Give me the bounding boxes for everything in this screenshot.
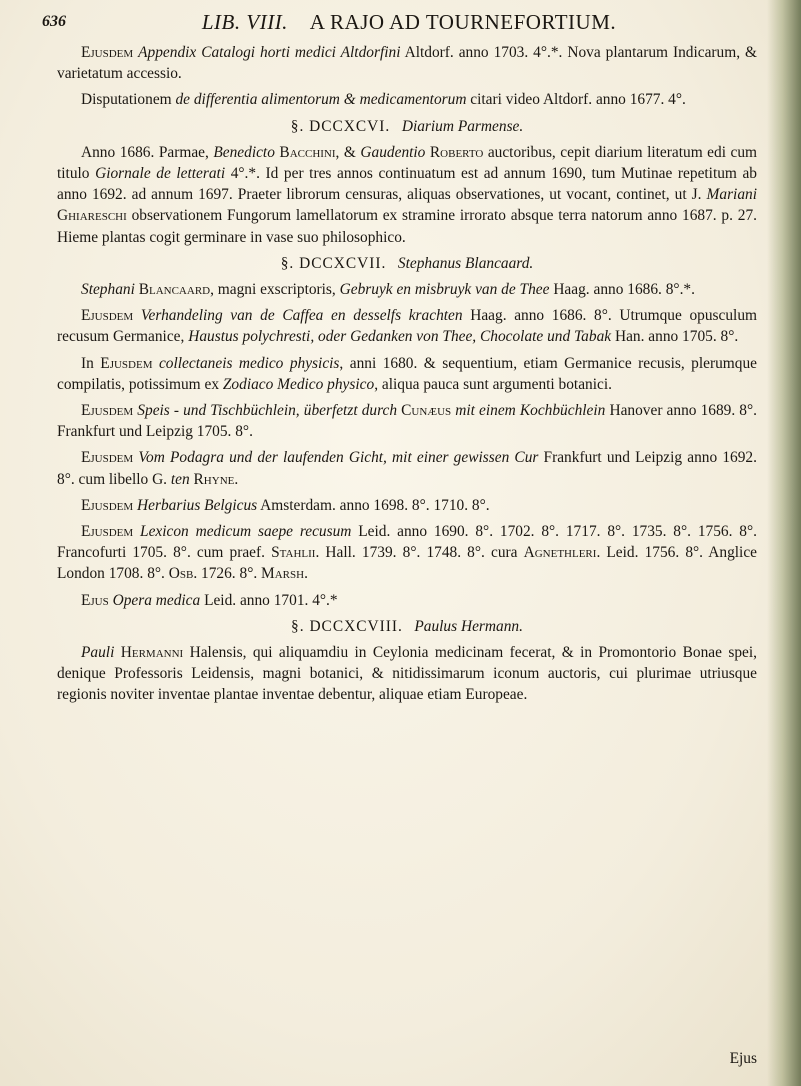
section-title: Paulus Hermann. — [414, 617, 523, 635]
entry-text: Vom Podagra und der laufenden Gicht, mit einer gewissen Cur — [138, 449, 539, 467]
entry-text: Opera medica — [112, 591, 201, 609]
entry-text: Stahlii — [271, 544, 316, 562]
entry-text: Ejusdem — [81, 402, 138, 420]
section-heading — [57, 253, 757, 274]
entry-text: Gaudentio — [360, 143, 426, 161]
entry-text: citari video Altdorf. anno 1677. 4°. — [466, 91, 686, 109]
entry-text: , & — [335, 143, 361, 161]
entry-text: Cunæus — [397, 402, 452, 420]
entry-text: 4°.*. Id per tres annos continuatum est ad annum 1690, tum Mutinae repetitum ab anno 1692. ad annum 1697. Praeter librorum censuras, aliquas observationes, ut vocant, continet, ut J. — [57, 165, 758, 204]
section-heading — [57, 616, 757, 637]
entry-text: Ejusdem — [81, 44, 139, 61]
entry-text: Bacchini — [274, 143, 336, 161]
entry-text: Ghiareschi — [57, 207, 127, 225]
book-number: LIB. VIII. — [201, 10, 288, 34]
entry-text: . — [234, 470, 239, 488]
entry-text: Osb — [168, 565, 194, 583]
entry-text: Leid. anno 1701. 4°.* — [200, 591, 338, 609]
entry-text: . — [304, 565, 308, 583]
bibliographic-entry — [57, 642, 757, 706]
entry-text: Appendix Catalogi horti medici Altdorfini — [138, 44, 401, 61]
entry-text: Zodiaco Medico physico — [222, 375, 375, 393]
entry-text: Frankfurt und Leipzig anno 1692. 8°. cum libello G. — [57, 449, 757, 488]
entry-text: Ejusdem — [81, 307, 141, 325]
entry-text: Roberto — [425, 143, 484, 161]
bibliographic-entry — [57, 400, 757, 442]
entry-text: Blancaard — [134, 281, 211, 299]
bibliographic-entry — [57, 89, 757, 110]
page-number: 636 — [42, 13, 66, 30]
entry-text: Ejusdem — [81, 523, 141, 541]
entry-text: Speis - und Tischbüchlein, überfetzt durch — [137, 402, 398, 420]
text-body — [57, 42, 757, 711]
entry-text: Lexicon medicum saepe recusum — [140, 523, 352, 541]
entry-text: Haag. anno 1686. 8°. Utrumque opusculum recusum Germanice, — [57, 307, 757, 346]
entry-text: Han. anno 1705. 8°. — [611, 328, 739, 346]
entry-text: Rhyne — [189, 470, 235, 488]
entry-text: ten — [170, 470, 190, 488]
running-title — [64, 10, 754, 35]
entry-text: Haag. anno 1686. 8°.*. — [549, 281, 695, 299]
work-title: A RAJO AD TOURNEFORTIUM. — [309, 10, 617, 34]
page-edge-shadow — [767, 0, 801, 1086]
entry-text: . Leid. 1756. 8°. Anglice London 1708. 8°. — [57, 544, 757, 583]
bibliographic-entry — [57, 495, 757, 516]
entry-text: . Hall. 1739. 8°. 1748. 8°. cura — [315, 544, 524, 562]
entry-text: Herbarius Belgicus — [137, 496, 258, 514]
entry-text: Disputationem — [81, 91, 176, 109]
entry-text: Hanover anno 1689. 8°. Frankfurt und Leipzig 1705. 8°. — [57, 402, 757, 441]
bibliographic-entry — [57, 305, 757, 347]
entry-text: , magni exscriptoris, — [210, 281, 340, 299]
section-title: Stephanus Blancaard. — [397, 254, 534, 272]
entry-text: Stephani — [81, 281, 135, 299]
entry-text: , aliqua pauca sunt argumenti botanici. — [374, 375, 612, 393]
entry-text: Agnethleri — [523, 544, 597, 562]
section-number: §. DCCXCVII. — [280, 254, 387, 272]
entry-text: Benedicto — [213, 143, 275, 161]
bibliographic-entry — [57, 353, 757, 395]
entry-text: auctoribus, cepit diarium literatum edi cum titulo — [57, 143, 757, 183]
entry-text: Marsh — [261, 565, 305, 583]
entry-text: Altdorf. anno 1703. 4°.*. Nova plantarum Indicarum, & varietatum accessio. — [57, 44, 757, 83]
entry-text: Hermanni — [114, 644, 184, 662]
entry-text: Haustus polychresti, oder Gedanken von Thee, Chocolate und Tabak — [188, 328, 612, 346]
entry-text: Ejusdem — [81, 496, 138, 514]
section-number: §. DCCXCVI. — [290, 117, 391, 135]
running-header — [42, 10, 757, 36]
entry-text: Ejusdem — [81, 449, 139, 467]
entry-text: mit einem Kochbüchlein — [451, 402, 606, 420]
entry-text: . 1726. 8°. — [193, 565, 262, 583]
section-heading — [57, 116, 757, 137]
entry-text: Halensis, qui aliquamdiu in Ceylonia medicinam fecerat, & in Promontorio Bonae spei, denique Professoris Leidensis, magni botanici, & nitidissimarum iconum auctoris, cui plurimae utriusque regionis noviter inventae plantae inventae debentur, aliquae etiam Europeae. — [57, 644, 757, 704]
entry-text: In — [81, 354, 101, 372]
entry-text: Anno 1686. Parmae, — [81, 143, 214, 161]
section-number: §. DCCXCVIII. — [291, 617, 403, 635]
bibliographic-entry — [57, 279, 757, 300]
entry-text: Amsterdam. anno 1698. 8°. 1710. 8°. — [257, 496, 490, 514]
entry-text: Leid. anno 1690. 8°. 1702. 8°. 1717. 8°. 1735. 8°. 1756. 8°. Francofurti 1705. 8°. cum praef. — [57, 523, 757, 562]
catchword: Ejus — [729, 1050, 757, 1067]
entry-text: Verhandeling van de Caffea en desselfs krachten — [140, 307, 463, 325]
entry-text: Pauli — [81, 644, 115, 662]
entry-text: , anni 1680. & sequentium, etiam Germanice recusis, plerumque compilatis, potissimum ex — [57, 354, 757, 393]
entry-text: observationem Fungorum lamellatorum ex stramine irrorato absque terra natorum anno 1687. p. 27. Hieme plantas cogit germinare in vase suo philosophico. — [57, 207, 757, 246]
section-title: Diarium Parmense. — [401, 117, 524, 135]
bibliographic-entry — [57, 447, 757, 489]
bibliographic-entry — [57, 42, 757, 84]
bibliographic-entry — [57, 521, 757, 585]
bibliographic-entry — [57, 590, 757, 611]
entry-text: Ejus — [81, 591, 113, 609]
entry-text: collectaneis medico physicis — [158, 354, 340, 372]
entry-text: Ejusdem — [100, 354, 159, 372]
entry-text: Mariani — [706, 186, 757, 204]
bibliographic-entry — [57, 142, 757, 248]
entry-text: de differentia alimentorum & medicamentorum — [175, 91, 467, 109]
entry-text: Gebruyk en misbruyk van de Thee — [339, 281, 550, 299]
entry-text: Giornale de letterati — [95, 165, 226, 183]
